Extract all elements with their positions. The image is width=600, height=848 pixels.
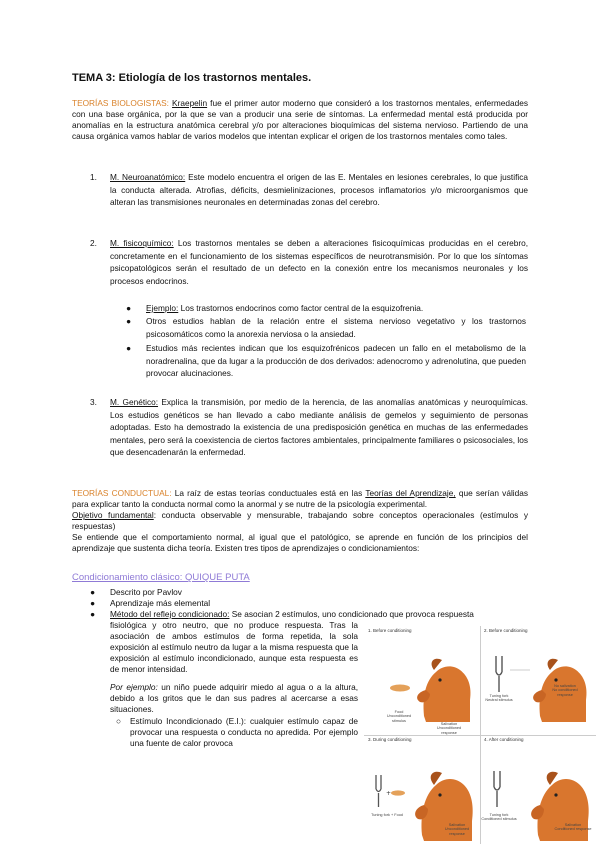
example-text: Los trastornos endocrinos como factor central de la esquizofrenia. bbox=[178, 303, 424, 313]
bullet-text: Descrito por Pavlov bbox=[110, 587, 182, 597]
model-number: 2. bbox=[90, 238, 97, 248]
bullet-icon: ● bbox=[126, 343, 132, 353]
conductual-label: TEORÍAS CONDUCTUAL: bbox=[72, 488, 172, 498]
intro-paragraph bbox=[72, 98, 528, 142]
response-label: No salivation No conditioned response bbox=[552, 684, 578, 697]
figure-panel-4 bbox=[480, 735, 596, 844]
model-text: Los trastornos mentales se deben a alteraciones fisicoquímicas producidas en el cerebro, concretamente en el funcionamiento de los sistemas específicos de neurotransmisión. Por lo que los síntomas psicopatológicos serán el resultado de un defecto en la conexión entre los mecanismos neuronales y los procesos endocrinos. bbox=[110, 238, 528, 286]
response-label: Salivation Unconditioned response bbox=[436, 722, 462, 735]
list-item bbox=[126, 302, 526, 315]
bullet-text: Otros estudios hablan de la relación entre el sistema nervioso vegetativo y los trastornos psicosomáticos como la anorexia nerviosa o la ansiedad. bbox=[146, 316, 526, 339]
list-item bbox=[126, 342, 526, 380]
stimulus-label: Tuning fork + Food bbox=[371, 813, 403, 817]
page-title: TEMA 3: Etiología de los trastornos mentales. bbox=[72, 72, 312, 84]
list-item bbox=[90, 598, 210, 609]
stimulus-label: Food Unconditioned stimulus bbox=[386, 710, 412, 723]
figure-panel-3 bbox=[364, 735, 480, 844]
conductual-text: que serían válidas para explicar tanto la conducta normal como la anormal y se nutre de la psicología experimental. bbox=[72, 488, 529, 510]
aprendizaje-link[interactable]: Teorías del Aprendizaje, bbox=[365, 488, 456, 498]
model-item-genetico bbox=[90, 396, 528, 459]
example-label: Por ejemplo: bbox=[110, 682, 158, 692]
model-name: M. Genético: bbox=[110, 397, 159, 407]
metodo-lead: Se asocian 2 estímulos, uno condicionado que provoca respuesta bbox=[229, 609, 474, 619]
dog-fork-illustration bbox=[480, 626, 596, 735]
list-item bbox=[116, 716, 358, 749]
stimulus-label: Tuning fork Conditioned stimulus bbox=[481, 813, 517, 822]
response-label: Salivation Unconditioned response bbox=[444, 823, 470, 836]
bullet-icon: ● bbox=[126, 316, 132, 326]
conductual-paragraph bbox=[72, 488, 528, 555]
conductual-text: La raíz de estas teorías conductuales está en las bbox=[171, 488, 366, 498]
stimulus-label: Tuning fork Neutral stimulus bbox=[485, 694, 513, 703]
sub-bullet-icon: ○ bbox=[116, 716, 122, 726]
panel-caption: 3. During conditioning bbox=[368, 737, 412, 742]
bullet-icon: ● bbox=[90, 609, 96, 619]
bullet-text: Aprendizaje más elemental bbox=[110, 598, 211, 608]
model-name: M. fisicoquímico: bbox=[110, 238, 174, 248]
list-item bbox=[90, 587, 182, 598]
metodo-label: Método del reflejo condicionado: bbox=[110, 609, 230, 619]
pavlov-conditioning-figure bbox=[364, 626, 596, 844]
model-item-neuroanatomico bbox=[90, 171, 528, 209]
objetivo-label: Objetivo fundamental bbox=[72, 510, 154, 521]
condicionamiento-clasico-heading[interactable]: Condicionamiento clásico: QUIQUE PUTA bbox=[72, 572, 250, 583]
panel-caption: 1. Before conditioning bbox=[368, 628, 412, 633]
svg-text:+: + bbox=[386, 790, 392, 797]
response-label: Salivation Conditioned response bbox=[554, 823, 592, 832]
conductual-text: Se entiende que el comportamiento normal, al igual que el patológico, se aprende en función de los principios del aprendizaje que sustenta dicha teoría. Existen tres tipos de aprendizajes o condicionamientos: bbox=[72, 532, 528, 554]
model-name: M. Neuroanatómico: bbox=[110, 172, 186, 182]
objetivo-text: : conducta observable y mensurable, trabajando sobre conceptos operacionales (estímulos y respuestas) bbox=[72, 510, 528, 532]
example-text: un niño puede adquirir miedo al agua o a la altura, debido a los gritos que le dan sus padres al acercarse a esas situaciones. bbox=[110, 682, 358, 715]
biologistas-label: TEORÍAS BIOLOGISTAS: bbox=[72, 98, 169, 108]
model-text: Explica la transmisión, por medio de la herencia, de las anomalías anatómicas y neuroquímicas. Los estudios genéticos se han llevado a cabo mediante análisis de gemelos y seguimiento de personas adoptadas. Esto ha demostrado la existencia de una predisposición genética en muchas de las enfermedades mentales, pero será la coexistencia de ciertos factores ambientales, principalmente familiares o psicosociales, los que desencadenarán la enfermedad. bbox=[110, 397, 528, 457]
bullet-icon: ● bbox=[126, 303, 132, 313]
model-number: 1. bbox=[90, 172, 97, 182]
figure-panel-2 bbox=[480, 626, 596, 735]
kraepelin-link[interactable]: Kraepelin bbox=[172, 98, 208, 108]
figure-panel-1 bbox=[364, 626, 480, 735]
list-item bbox=[90, 609, 530, 620]
bullet-text: Estudios más recientes indican que los esquizofrénicos padecen un fallo en el metabolismo de la noradrenalina, que da lugar a la producción de dos derivados: adenocromo y adrenolutina, que pueden provocar alucinaciones. bbox=[146, 343, 526, 378]
panel-caption: 4. After conditioning bbox=[484, 737, 524, 742]
sub-bullet-text: Estímulo Incondicionado (E.I.): cualquier estímulo capaz de provocar una respuesta o conducta no apredida. Por ejemplo una fuente de calor provoca bbox=[130, 716, 358, 749]
example-paragraph bbox=[110, 682, 358, 715]
model-number: 3. bbox=[90, 397, 97, 407]
model-text: Este modelo encuentra el origen de las E. Mentales en lesiones cerebrales, lo que justifica la conducta alterada. Atrofias, déficits, desmielinizaciones, procesos inflamatorios y/o microorganismos que alteran las transmisiones neuronales en determinadas zonas del cerebro. bbox=[110, 172, 528, 207]
intro-text: fue el primer autor moderno que consideró a los trastornos mentales, enfermedades con una base orgánica, por la que se van a producir una serie de síntomas. La enfermedad mental está producida por anomalías en la estructura anatómica cerebral y/o por alteraciones bioquímicas del sistema nervioso. Partiendo de una causa orgánica vamos hablar de varios modelos que intentan explicar el origen de los trastornos mentales como tales. bbox=[72, 98, 528, 142]
panel-caption: 2. Before conditioning bbox=[484, 628, 528, 633]
model-item-fisicoquimico bbox=[90, 237, 528, 287]
example-label: Ejemplo: bbox=[146, 303, 179, 313]
metodo-text: fisiológica y otro neutro, que no produce respuesta. Tras la asociación de ambos estímulos de forma repetida, la sola exposición al estímulo neutro da lugar a la misma respuesta que la exposición al estímulo incondicionado, aunque esta respuesta es de menor intensidad. bbox=[110, 620, 358, 675]
bullet-icon: ● bbox=[90, 598, 96, 608]
list-item bbox=[126, 315, 526, 340]
bullet-icon: ● bbox=[90, 587, 96, 597]
